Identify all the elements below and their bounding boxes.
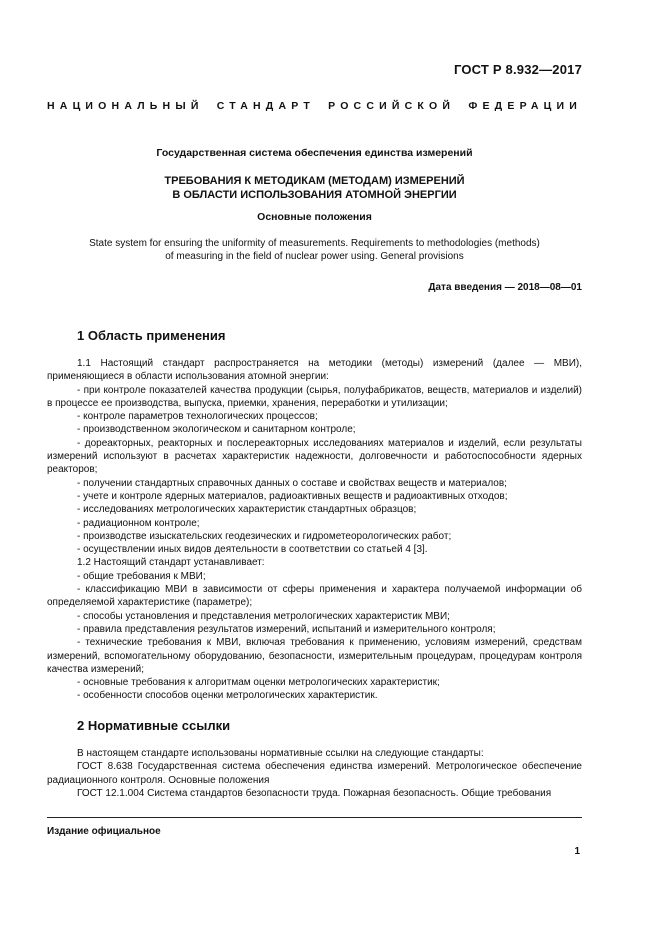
paragraph: 1.1 Настоящий стандарт распространяется на методики (методы) измерений (далее — МВИ), применяющиеся в области использования атомной энергии: xyxy=(47,358,582,383)
introduction-date: Дата введения — 2018—08—01 xyxy=(428,282,582,293)
official-edition-label: Издание официальное xyxy=(47,826,161,837)
list-item: - технические требования к МВИ, включая требования к применению, условиям измерений, средствам измерений, вспомогательному оборудованию, безопасности, измерительным процедурам, процедурам контроля качества измерений; xyxy=(47,637,582,675)
list-item: - производственном экологическом и санитарном контроле; xyxy=(77,424,356,436)
list-item: - контроле параметров технологических процессов; xyxy=(77,411,318,423)
paragraph: 1.2 Настоящий стандарт устанавливает: xyxy=(77,557,265,569)
main-title xyxy=(47,174,582,202)
section-normative-references xyxy=(47,718,582,800)
list-item: - исследованиях метрологических характеристик стандартных образцов; xyxy=(77,504,417,516)
list-item: - общие требования к МВИ; xyxy=(77,570,206,582)
page-number: 1 xyxy=(574,846,580,857)
list-item: - при контроле показателей качества продукции (сырья, полуфабрикатов, веществ, материалов и изделий) в процессе ее производства, выпуска, приемки, хранения, переработки и утилизации; xyxy=(47,384,582,409)
reference-item: ГОСТ 12.1.004 Система стандартов безопасности труда. Пожарная безопасность. Общие требования xyxy=(77,787,552,799)
list-item: - осуществлении иных видов деятельности в соответствии со статьей 4 [3]. xyxy=(77,544,428,556)
reference-item: ГОСТ 8.638 Государственная система обеспечения единства измерений. Метрологическое обеспечение радиационного контроля. Основные положения xyxy=(47,761,582,786)
main-title-line-1: ТРЕБОВАНИЯ К МЕТОДИКАМ (МЕТОДАМ) ИЗМЕРЕНИЙ xyxy=(164,175,465,187)
paragraph: В настоящем стандарте использованы нормативные ссылки на следующие стандарты: xyxy=(77,748,484,759)
list-item: - способы установления и представления метрологических характеристик МВИ; xyxy=(77,610,450,622)
section-heading: 2 Нормативные ссылки xyxy=(77,718,231,733)
system-title: Государственная система обеспечения единства измерений xyxy=(156,147,473,159)
subtitle: Основные положения xyxy=(257,211,372,223)
list-item: - получении стандартных справочных данных о составе и свойствах веществ и материалов; xyxy=(77,477,507,489)
list-item: - правила представления результатов измерений, испытаний и измерительного контроля; xyxy=(77,623,496,635)
national-standard-heading: НАЦИОНАЛЬНЫЙ СТАНДАРТ РОССИЙСКОЙ ФЕДЕРАЦИИ xyxy=(47,100,582,112)
section-heading: 1 Область применения xyxy=(77,328,226,343)
english-title-line-2: of measuring in the field of nuclear power using. General provisions xyxy=(165,251,464,262)
list-item: - классификацию МВИ в зависимости от сферы применения и характера получаемой информации об определяемой характеристике (параметре); xyxy=(47,584,582,609)
english-title xyxy=(47,237,582,263)
list-item: - основные требования к алгоритмам оценки метрологических характеристик; xyxy=(77,677,440,689)
footer-divider xyxy=(47,817,582,818)
list-item: - радиационном контроле; xyxy=(77,517,200,529)
list-item: - особенности способов оценки метрологических характеристик. xyxy=(77,690,378,702)
list-item: - дореакторных, реакторных и послереакторных исследованиях материалов и изделий, если результаты измерений используют в расчетах характеристик надежности, долговечности и работоспособности ядерных реакторов; xyxy=(47,437,582,476)
list-item: - учете и контроле ядерных материалов, радиоактивных веществ и радиоактивных отходов; xyxy=(77,490,508,502)
english-title-line-1: State system for ensuring the uniformity of measurements. Requirements to methodologies (methods) xyxy=(89,238,540,249)
section-scope xyxy=(47,328,582,703)
list-item: - производстве изыскательских геодезических и гидрометеорологических работ; xyxy=(77,530,452,542)
document-number: ГОСТ Р 8.932—2017 xyxy=(453,62,582,77)
main-title-line-2: В ОБЛАСТИ ИСПОЛЬЗОВАНИЯ АТОМНОЙ ЭНЕРГИИ xyxy=(172,189,457,201)
